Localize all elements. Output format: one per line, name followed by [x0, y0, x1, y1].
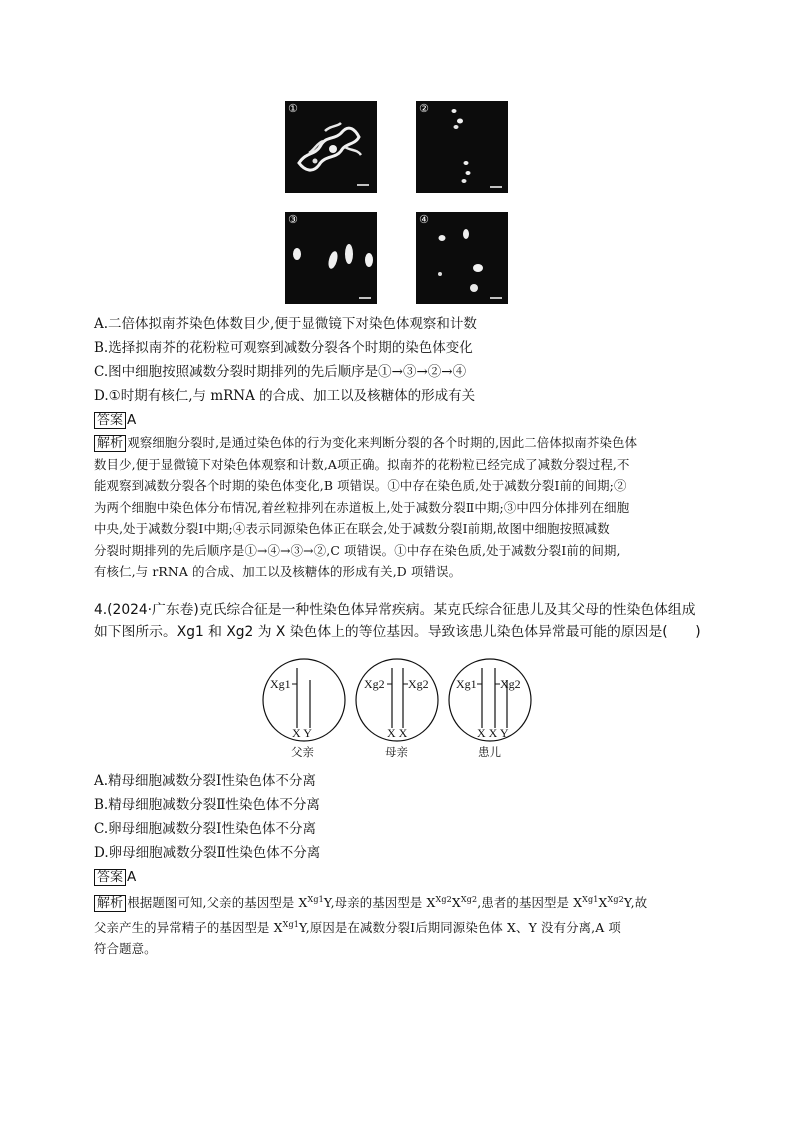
analysis-tag: 解析 [94, 895, 126, 912]
stem-line: 如下图所示。Xg1 和 Xg2 为 X 染色体上的等位基因。导致该患儿染色体异常最可能的原因是( ) [94, 624, 701, 640]
answer-value: A [127, 869, 137, 885]
analysis-line: 中央,处于减数分裂Ⅰ中期;④表示同源染色体正在联会,处于减数分裂Ⅰ前期,故图中细胞按照减数 [94, 521, 610, 536]
q3-answer [94, 411, 136, 429]
q3-option-b: B.选择拟南芥的花粉粒可观察到减数分裂各个时期的染色体变化 [94, 340, 473, 356]
q4-answer [94, 868, 136, 886]
q4-option-d: D.卵母细胞减数分裂Ⅱ性染色体不分离 [94, 845, 321, 861]
mother-cell [356, 659, 438, 759]
prophase-i-image [416, 212, 508, 304]
analysis-line: 数目少,便于显微镜下对染色体观察和计数,A项正确。拟南芥的花粉粒已经完成了减数分裂过程,不 [94, 456, 630, 472]
q3-option-a: A.二倍体拟南芥染色体数目少,便于显微镜下对染色体观察和计数 [94, 316, 477, 332]
stem-line: 4.(2024·广东卷)克氏综合征是一种性染色体异常疾病。某克氏综合征患儿及其父母的性染色体组成 [94, 602, 696, 618]
q4-analysis [94, 889, 704, 960]
q3-option-c: C.图中细胞按照减数分裂时期排列的先后顺序是①→③→②→④ [94, 364, 467, 380]
answer-tag: 答案 [94, 869, 126, 886]
panel-label: ② [419, 102, 429, 115]
father-gene-label: Xg1 [270, 677, 291, 691]
child-gene-label-left: Xg1 [456, 677, 477, 691]
child-caption: 患儿 [478, 745, 501, 759]
mother-caption: 母亲 [385, 745, 408, 759]
q4-option-c: C.卵母细胞减数分裂Ⅰ性染色体不分离 [94, 821, 316, 837]
mother-gene-label-left: Xg2 [364, 677, 385, 691]
metaphase-i-image [285, 212, 377, 304]
answer-tag: 答案 [94, 412, 126, 429]
analysis-line: 解析 观察细胞分裂时,是通过染色体的行为变化来判断分裂的各个时期的,因此二倍体拟南芥染色体 [94, 432, 704, 454]
child-chromosome-labels: X X Y [477, 726, 509, 740]
analysis-line: 分裂时期排列的先后顺序是①→④→③→②,C 项错误。①中存在染色质,处于减数分裂Ⅰ前的间期, [94, 542, 621, 558]
child-cell [449, 659, 531, 759]
micrograph-panel-3 [285, 212, 377, 304]
mother-chromosome-labels: X X [387, 726, 408, 740]
chromatin-image [285, 101, 377, 193]
micrograph-panel-4 [416, 212, 508, 304]
metaphase-ii-image [416, 101, 508, 193]
answer-value: A [127, 412, 137, 428]
q4-stem [94, 599, 704, 643]
analysis-line: 解析 根据题图可知,父亲的基因型是 $X^{Xg1}Y$,母亲的基因型是 $X^{Xg2}X^{Xg2}$,患者的基因型是 $X^{Xg1}X^{Xg2}Y$,故 [94, 889, 704, 914]
father-caption: 父亲 [291, 745, 314, 759]
micrograph-panel-1 [285, 101, 377, 193]
panel-label: ③ [288, 213, 298, 226]
child-gene-label-right: Xg2 [500, 677, 521, 691]
analysis-line: 能观察到减数分裂各个时期的染色体变化,B 项错误。①中存在染色质,处于减数分裂Ⅰ前的间期;② [94, 478, 627, 493]
analysis-tag: 解析 [94, 435, 126, 452]
q3-option-d: D.①时期有核仁,与 mRNA 的合成、加工以及核糖体的形成有关 [94, 388, 476, 404]
q4-option-b: B.精母细胞减数分裂Ⅱ性染色体不分离 [94, 797, 320, 813]
q3-analysis [94, 432, 704, 583]
mother-gene-label-right: Xg2 [408, 677, 429, 691]
q4-option-a: A.精母细胞减数分裂Ⅰ性染色体不分离 [94, 773, 316, 789]
father-chromosome-labels: X Y [292, 726, 312, 740]
analysis-line: 有核仁,与 rRNA 的合成、加工以及核糖体的形成有关,D 项错误。 [94, 564, 462, 579]
panel-label: ① [288, 102, 298, 115]
analysis-line: 父亲产生的异常精子的基因型是 $X^{Xg1}Y$,原因是在减数分裂Ⅰ后期同源染色体 X、Y 没有分离,A 项 [94, 919, 621, 935]
analysis-line: 为两个细胞中染色体分布情况,着丝粒排列在赤道板上,处于减数分裂Ⅱ中期;③中四分体排列在细胞 [94, 499, 630, 515]
karyotype-diagram [258, 656, 548, 762]
panel-label: ④ [419, 213, 429, 226]
analysis-line: 符合题意。 [94, 941, 157, 957]
father-cell [263, 659, 345, 759]
micrograph-panel-2 [416, 101, 508, 193]
